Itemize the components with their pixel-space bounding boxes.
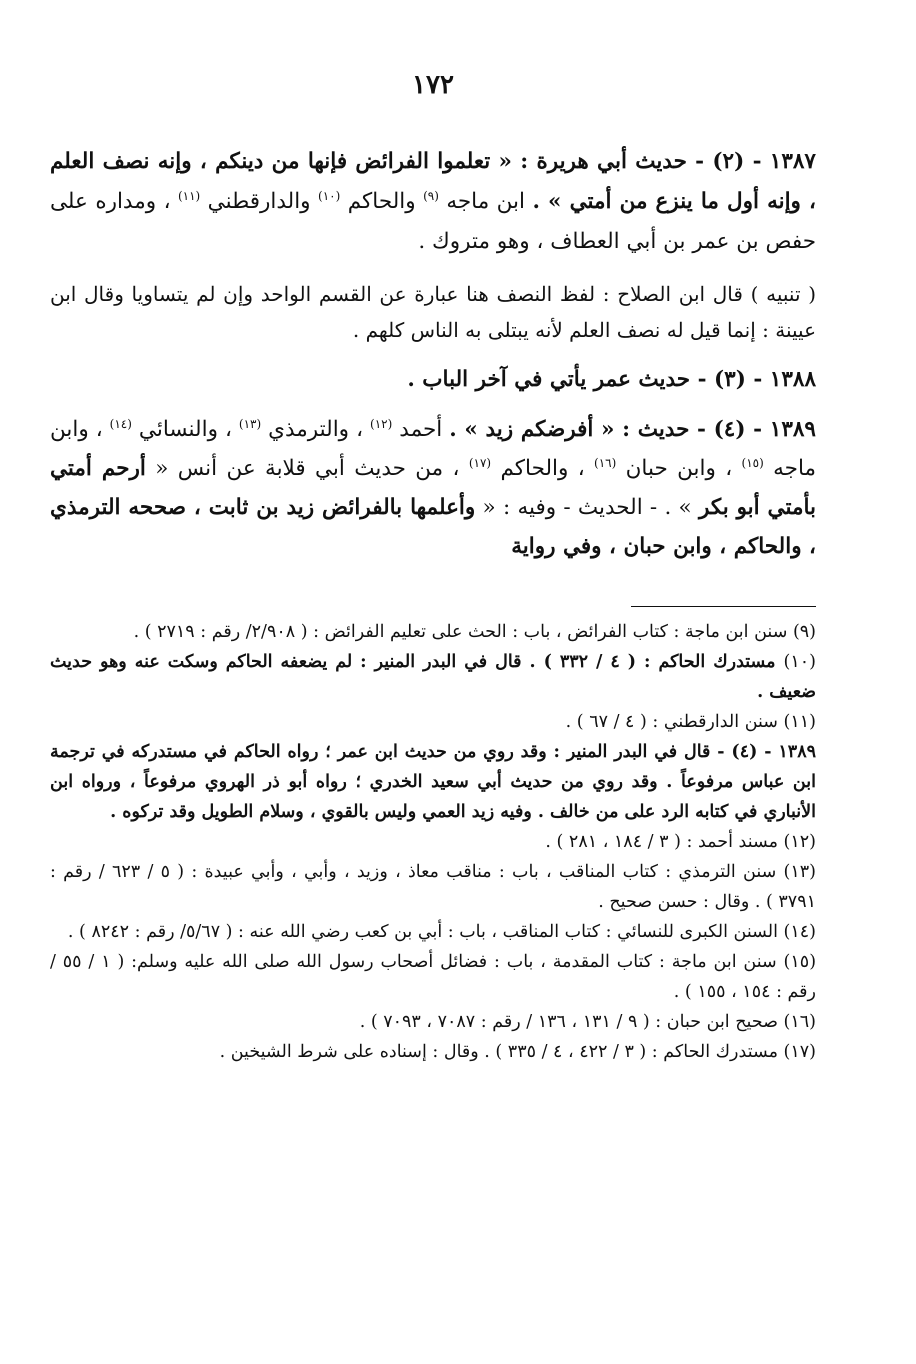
footnote-divider <box>631 606 816 607</box>
footnotes <box>50 617 816 1067</box>
footnote-text: سنن الترمذي : كتاب المناقب ، باب : مناقب معاذ ، وزيد ، وأبي ، وأبي عبيدة : ( ٥ / ٦٢٣ / رقم : ٣٧٩١ ) . وقال : حسن صحيح . <box>50 862 816 912</box>
footnote-number: (١٥) <box>783 952 817 972</box>
footnote-text: سنن الدارقطني : ( ٤ / ٦٧ ) . <box>565 712 784 732</box>
source-text: ، وابن حبان <box>616 456 742 481</box>
footnote-ref[interactable]: (١٢) <box>370 416 393 431</box>
footnote-text: مسند أحمد : ( ٣ / ١٨٤ ، ٢٨١ ) . <box>545 832 784 852</box>
source-text: » . - الحديث - وفيه : « <box>475 495 699 520</box>
footnote-ref[interactable]: (١٦) <box>594 455 617 470</box>
footnote-number: (١٠) <box>783 652 816 672</box>
footnote-ref[interactable]: (٩) <box>423 188 439 203</box>
footnote-number: (٩) <box>792 622 816 642</box>
footnote-text: ١٣٨٩ - (٤) - قال في البدر المنير : وقد روي من حديث ابن عمر ؛ رواه الحاكم في مستدركه في ترجمة ابن عباس مرفوعاً . وقد روي من حديث أبي سعيد الخدري ؛ رواه أبو ذر الهروي مرفوعاً ، ورواه ابن الأنباري في كتابه الرد على من خالف . وفيه زيد العمي وليس بالقوي ، وسلام الطويل وقد تركوه . <box>50 742 816 822</box>
paragraph-tanbih: ( تنبيه ) قال ابن الصلاح : لفظ النصف هنا عبارة عن القسم الواحد وإن لم يتساويا وقال ابن عيينة : إنما قيل له نصف العلم لأنه يبتلى به الناس كلهم . <box>50 282 816 342</box>
source-text: ، من حديث أبي قلابة عن أنس « <box>145 456 469 481</box>
footnote-commentary <box>50 737 816 827</box>
paragraph-hadith-1389 <box>50 410 816 566</box>
source-text: والحاكم <box>340 189 424 214</box>
footnote-text: سنن ابن ماجة : كتاب المقدمة ، باب : فضائل أصحاب رسول الله صلى الله عليه وسلم: ( ١ / ٥٥ / رقم : ١٥٤ ، ١٥٥ ) . <box>50 952 816 1002</box>
footnote-ref[interactable]: (١١) <box>177 188 201 203</box>
footnote-text: مستدرك الحاكم : ( ٣ / ٤٢٢ ، ٤ / ٣٣٥ ) . وقال : إسناده على شرط الشيخين . <box>219 1042 784 1062</box>
footnote-ref[interactable]: (١٥) <box>741 455 764 470</box>
footnote <box>50 707 816 737</box>
source-text: ابن ماجه <box>438 189 533 214</box>
hadith-text: ١٣٨٧ - (٢) - حديث أبي هريرة : « تعلموا الفرائض فإنها من دينكم ، وإنه نصف العلم ، وإنه أول ما ينزع من أمتي » . <box>50 149 816 214</box>
footnote <box>50 647 816 707</box>
footnote-ref[interactable]: (١٤) <box>109 416 132 431</box>
source-text: ، وابن ماجه <box>50 417 817 481</box>
footnote-text: السنن الكبرى للنسائي : كتاب المناقب ، باب : أبي بن كعب رضي الله عنه : ( ٥/٦٧/ رقم : ٨٢٤٢ ) . <box>67 922 784 942</box>
source-text: والدارقطني <box>200 189 319 214</box>
footnote-number: (١٧) <box>783 1042 816 1062</box>
source-text: ، والحاكم <box>491 456 595 481</box>
footnote-ref[interactable]: (١٠) <box>318 188 341 203</box>
footnote-text: مستدرك الحاكم : ( ٤ / ٣٣٢ ) . قال في البدر المنير : لم يضعفه الحاكم وسكت عنه وهو حديث ضعيف . <box>50 652 816 702</box>
source-text: ، والنسائي <box>131 417 239 442</box>
source-text: ، والترمذي <box>261 417 371 442</box>
footnote-number: (١٢) <box>783 832 816 852</box>
footnote <box>50 617 816 647</box>
footnote-ref[interactable]: (١٧) <box>468 455 492 470</box>
page-number: ١٧٢ <box>412 70 454 100</box>
footnote-text: صحيح ابن حبان : ( ٩ / ١٣١ ، ١٣٦ / رقم : ٧٠٨٧ ، ٧٠٩٣ ) . <box>359 1012 784 1032</box>
footnote-number: (١٤) <box>783 922 816 942</box>
footnote <box>50 857 816 917</box>
source-text: ، ومداره على حفص بن عمر بن أبي العطاف ، وهو متروك . <box>50 189 816 254</box>
hadith-quote: وأعلمها بالفرائض زيد بن ثابت ، صححه الترمذي ، والحاكم ، وابن حبان ، وفي رواية <box>50 495 816 559</box>
footnote-number: (١٣) <box>783 862 816 882</box>
footnote <box>50 827 816 857</box>
footnote <box>50 1007 816 1037</box>
footnote <box>50 947 816 1007</box>
paragraph-hadith-1387 <box>50 142 816 262</box>
footnote-text: سنن ابن ماجة : كتاب الفرائض ، باب : الحث على تعليم الفرائض : ( ٢/٩٠٨/ رقم : ٢٧١٩ ) . <box>133 622 793 642</box>
footnote-number: (١٦) <box>783 1012 816 1032</box>
footnote <box>50 1037 816 1067</box>
hadith-quote: أرحم أمتي بأمتي أبو بكر <box>50 456 817 520</box>
footnote-number: (١١) <box>783 712 816 732</box>
page <box>50 70 816 1067</box>
footnote <box>50 917 816 947</box>
footnote-ref[interactable]: (١٣) <box>238 416 262 431</box>
source-text: أحمد <box>392 417 450 442</box>
hadith-text: ١٣٨٩ - (٤) - حديث : « أفرضكم زيد » . <box>449 417 816 442</box>
paragraph-hadith-1388: ١٣٨٨ - (٣) - حديث عمر يأتي في آخر الباب . <box>407 367 816 392</box>
